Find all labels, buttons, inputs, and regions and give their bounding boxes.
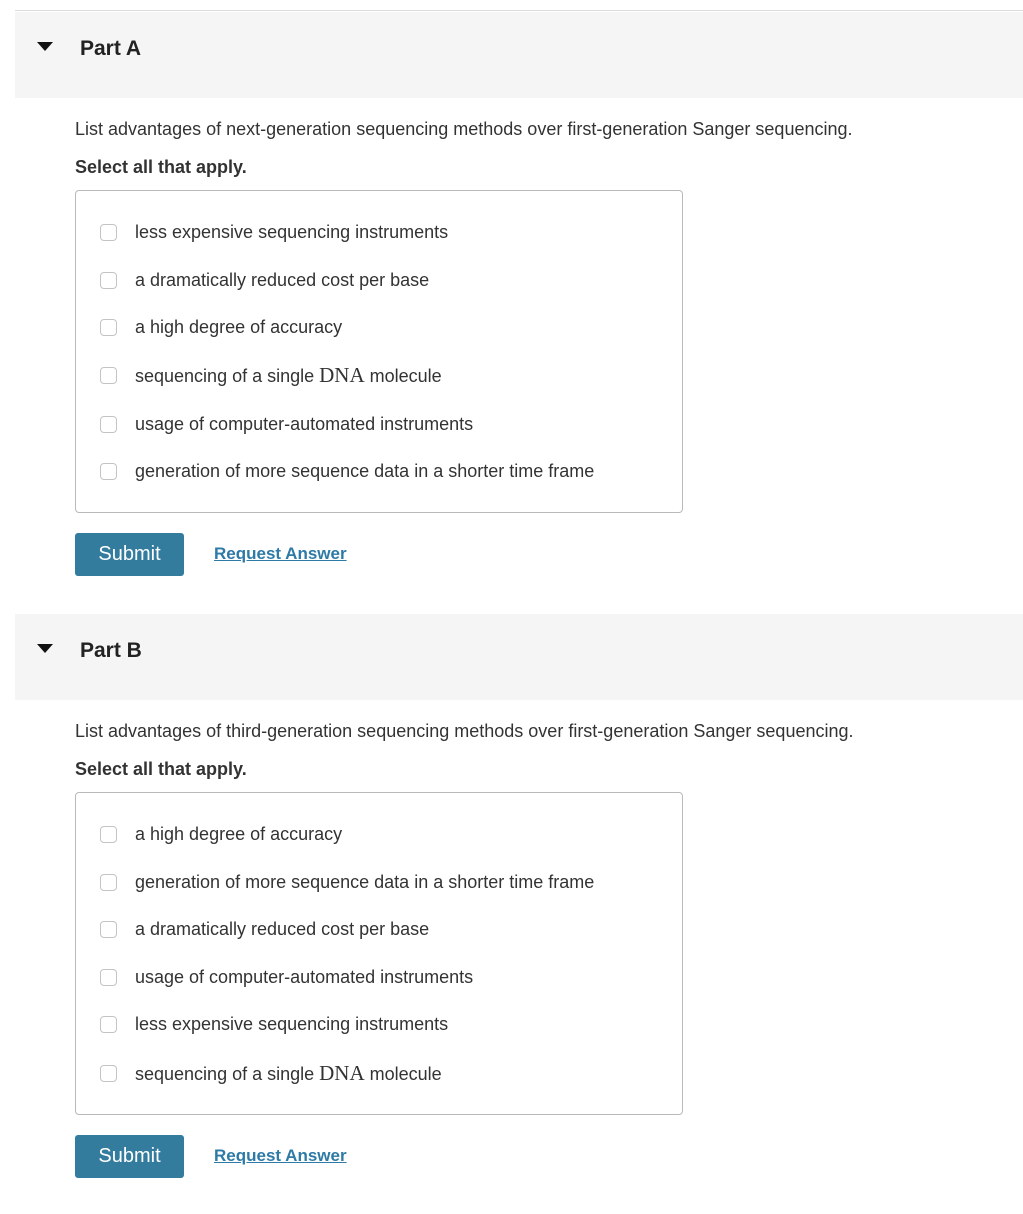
option-label: a dramatically reduced cost per base (135, 270, 430, 290)
checkbox[interactable] (100, 367, 117, 384)
caret-down-icon[interactable] (37, 42, 53, 51)
option-label-end: molecule (364, 1063, 442, 1084)
question-text: List advantages of next-generation sequencing methods over first-generation Sanger sequencing. (75, 119, 853, 139)
option-label: usage of computer-automated instruments (135, 967, 474, 987)
part-title: Part B (80, 639, 142, 662)
option-item[interactable] (100, 964, 670, 990)
option-label: generation of more sequence data in a shorter time frame (135, 461, 595, 481)
option-label (135, 1061, 442, 1086)
option-label: usage of computer-automated instruments (135, 414, 474, 434)
checkbox[interactable] (100, 826, 117, 843)
part-a-header[interactable] (15, 12, 1023, 98)
checkbox[interactable] (100, 272, 117, 289)
instruction-text: Select all that apply. (75, 157, 247, 177)
option-label-end: molecule (364, 365, 442, 386)
request-answer-link[interactable]: Request Answer (214, 544, 347, 563)
option-item[interactable] (100, 314, 670, 340)
option-item[interactable] (100, 362, 670, 388)
option-label (135, 363, 442, 388)
checkbox[interactable] (100, 463, 117, 480)
top-divider (15, 10, 1023, 11)
option-item[interactable] (100, 411, 670, 437)
option-label-start: sequencing of a single (135, 1063, 320, 1084)
option-label: generation of more sequence data in a shorter time frame (135, 872, 595, 892)
option-item[interactable] (100, 267, 670, 293)
question-text: List advantages of third-generation sequencing methods over first-generation Sanger sequencing. (75, 721, 854, 741)
checkbox[interactable] (100, 969, 117, 986)
options-list (75, 190, 683, 513)
option-item[interactable] (100, 869, 670, 895)
option-item[interactable] (100, 916, 670, 942)
instruction-text: Select all that apply. (75, 759, 247, 779)
option-item[interactable] (100, 821, 670, 847)
checkbox[interactable] (100, 224, 117, 241)
caret-down-icon[interactable] (37, 644, 53, 653)
submit-button[interactable]: Submit (75, 533, 184, 576)
submit-button[interactable]: Submit (75, 1135, 184, 1178)
dna-math-text: DNA (319, 362, 365, 387)
option-label: a high degree of accuracy (135, 824, 343, 844)
dna-math-text: DNA (319, 1060, 365, 1085)
checkbox[interactable] (100, 1016, 117, 1033)
option-item[interactable] (100, 1060, 670, 1086)
checkbox[interactable] (100, 319, 117, 336)
part-b-header[interactable] (15, 614, 1023, 700)
options-list (75, 792, 683, 1115)
part-title: Part A (80, 37, 142, 60)
request-answer-link[interactable]: Request Answer (214, 1146, 347, 1165)
option-label: a high degree of accuracy (135, 317, 343, 337)
option-item[interactable] (100, 458, 670, 484)
checkbox[interactable] (100, 1065, 117, 1082)
checkbox[interactable] (100, 921, 117, 938)
part-b-section (0, 614, 1023, 1204)
option-label: less expensive sequencing instruments (135, 1014, 449, 1034)
checkbox[interactable] (100, 874, 117, 891)
option-label: less expensive sequencing instruments (135, 222, 449, 242)
part-a-section (0, 12, 1023, 602)
option-item[interactable] (100, 1011, 670, 1037)
option-label: a dramatically reduced cost per base (135, 919, 430, 939)
option-item[interactable] (100, 219, 670, 245)
option-label-start: sequencing of a single (135, 365, 320, 386)
checkbox[interactable] (100, 416, 117, 433)
